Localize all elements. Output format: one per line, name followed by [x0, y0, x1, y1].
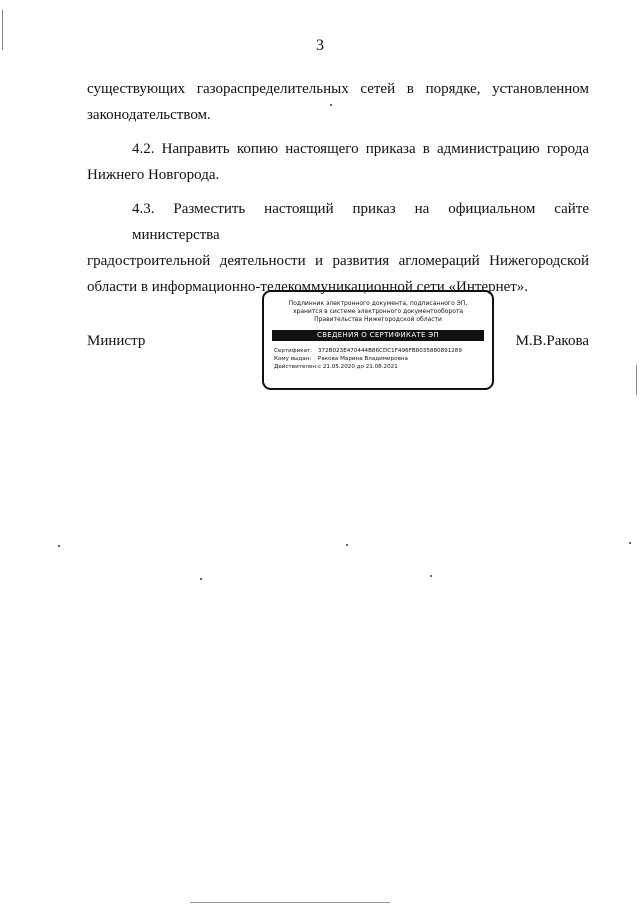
text-line: области в информационно-телекоммуникационной сети «Интернет». — [87, 279, 529, 295]
stamp-owner-label: Кому выдан: — [274, 356, 312, 362]
text-line: градостроительной деятельности и развития агломераций Нижегородской — [87, 253, 589, 269]
text-line: 4.2. Направить копию настоящего приказа в администрацию города — [132, 141, 589, 157]
page-number: 3 — [316, 37, 324, 54]
stamp-cert-value: 372B023E470444B86CDC1F496FB8035880891289 — [318, 348, 462, 354]
scan-speck — [346, 544, 348, 546]
scan-speck — [200, 578, 202, 580]
paragraph-4-2 — [87, 136, 589, 188]
stamp-header — [264, 300, 492, 324]
stamp-valid-value: с 21.05.2020 до 21.08.2021 — [318, 364, 398, 370]
scan-bottom-line — [190, 902, 390, 903]
scan-speck — [58, 545, 60, 547]
stamp-header-line: Правительства Нижегородской области — [314, 316, 442, 323]
stamp-valid-label: Действителен: — [274, 364, 318, 370]
stamp-cert-label: Сертификат: — [274, 348, 313, 354]
stamp-header-line: хранится в системе электронного документооборота — [292, 308, 464, 315]
text-line: законодательством. — [87, 107, 211, 123]
text-line: 4.3. Разместить настоящий приказ на официальном сайте министерства — [132, 201, 589, 243]
e-signature-stamp — [262, 290, 494, 390]
stamp-cert-row — [274, 347, 492, 355]
signer-name: М.В.Ракова — [515, 333, 589, 349]
scan-speck — [330, 104, 332, 106]
scan-edge-mark — [2, 10, 3, 50]
text-line: Нижнего Новгорода. — [87, 167, 220, 183]
stamp-owner-row — [274, 355, 492, 363]
text-line: существующих газораспределительных сетей в порядке, установленном — [87, 81, 589, 97]
body-text — [87, 76, 589, 308]
stamp-owner-value: Ракова Марина Владимировна — [318, 356, 408, 362]
scan-speck — [629, 542, 631, 544]
signer-role: Министр — [87, 333, 146, 349]
scan-edge-mark — [636, 365, 637, 395]
paragraph-continuation — [87, 76, 589, 128]
stamp-title-bar: СВЕДЕНИЯ О СЕРТИФИКАТЕ ЭП — [272, 330, 484, 341]
stamp-header-line: Подлинник электронного документа, подписанного ЭП, — [288, 300, 468, 307]
scan-speck — [430, 575, 432, 577]
paragraph-4-3 — [87, 196, 589, 300]
stamp-valid-row — [274, 363, 492, 371]
stamp-details — [274, 347, 492, 371]
